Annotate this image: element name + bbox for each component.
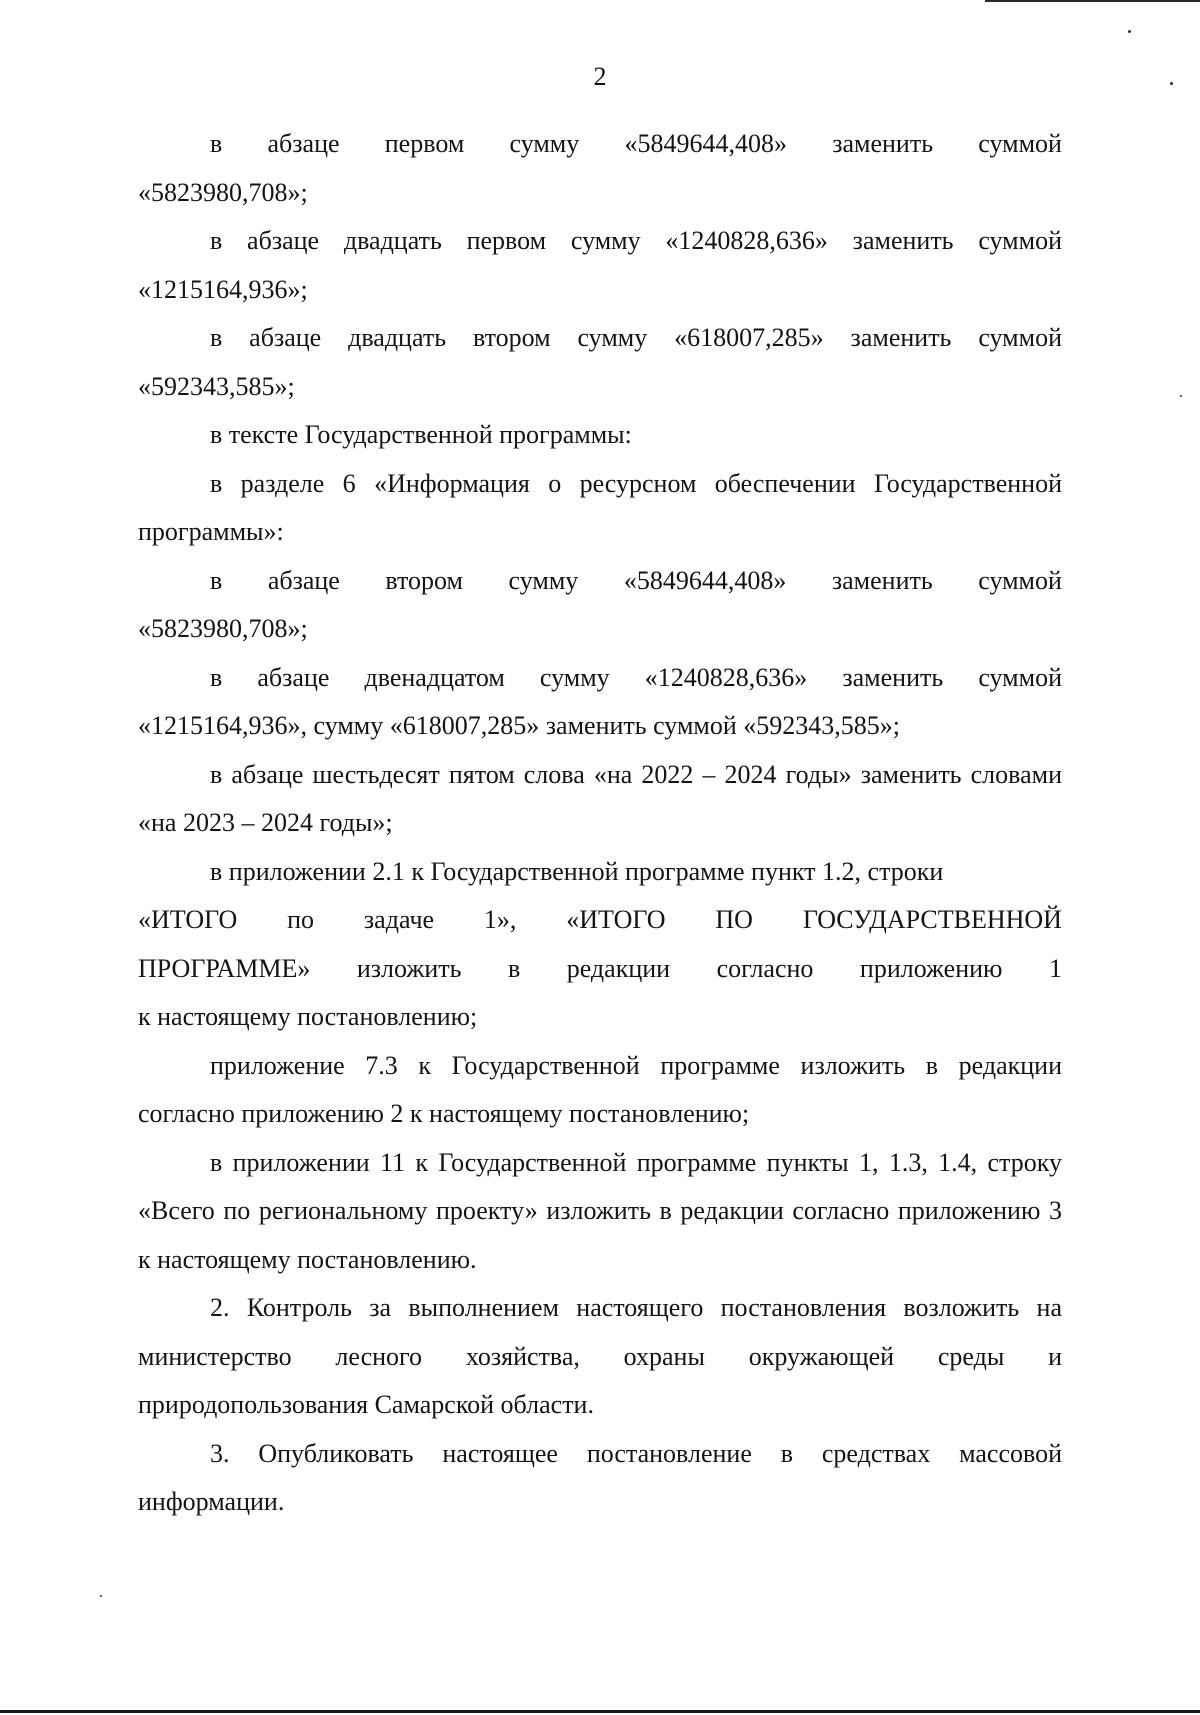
paragraph: в абзаце двенадцатом сумму «1240828,636» заменить суммой «1215164,936», сумму «618007,285» заменить суммой «592343,585»; — [138, 662, 1062, 740]
word: изложить — [356, 953, 462, 983]
paragraph — [138, 848, 1062, 1042]
scan-speck — [100, 1595, 102, 1597]
paragraph: в приложении 11 к Государственной программе пункты 1, 1.3, 1.4, строку «Всего по региональному проекту» изложить в редакции согласно приложению 3 к настоящему постановлению. — [138, 1147, 1062, 1274]
word: заменить — [832, 129, 934, 158]
paragraph-line — [138, 120, 1062, 169]
word: абзаце — [267, 129, 340, 158]
paragraph: 2. Контроль за выполнением настоящего постановления возложить на министерство лесного хозяйства, охраны окружающей среды и природопользования Самарской области. — [138, 1293, 1062, 1419]
scan-speck — [1128, 30, 1131, 33]
paragraph-line — [138, 848, 1062, 897]
word: «5849644,408» — [623, 565, 787, 595]
page-number: 2 — [593, 62, 607, 91]
word: «5823980,708»; — [138, 177, 308, 207]
word: втором — [385, 565, 463, 595]
scan-speck — [1180, 395, 1182, 397]
word: заменить — [831, 565, 933, 595]
paragraph: в абзаце шестьдесят пятом слова «на 2022 – 2024 годы» заменить словами «на 2023 – 2024 годы»; — [138, 759, 1062, 837]
paragraph-line — [138, 896, 1062, 945]
word: «ИТОГО — [566, 905, 666, 934]
paragraph: 3. Опубликовать настоящее постановление в средствах массовой информации. — [138, 1438, 1062, 1516]
paragraph: в абзаце двадцать втором сумму «618007,285» заменить суммой «592343,585»; — [138, 323, 1062, 401]
document-body — [138, 120, 1062, 1527]
paragraph: в тексте Государственной программы: — [210, 420, 632, 449]
word: суммой — [978, 129, 1062, 158]
scan-edge-top — [985, 0, 1200, 2]
paragraph-line — [138, 945, 1062, 994]
word: 1 — [1048, 953, 1062, 983]
word: редакции — [566, 953, 671, 983]
word: сумму — [508, 565, 579, 595]
word: в — [507, 953, 521, 983]
paragraph-line — [138, 557, 1062, 606]
word: суммой — [978, 565, 1062, 595]
paragraph: приложение 7.3 к Государственной программе изложить в редакции согласно приложению 2 к настоящему постановлению; — [138, 1050, 1062, 1128]
scan-edge-bottom — [0, 1710, 1200, 1713]
word: «ИТОГО — [138, 905, 238, 934]
word: «5849644,408» — [624, 129, 787, 158]
word: ГОСУДАРСТВЕННОЙ — [802, 905, 1062, 934]
word: ПО — [715, 905, 753, 934]
word: к настоящему постановлению; — [138, 1002, 478, 1031]
word: 1», — [483, 905, 517, 934]
paragraph-line — [138, 169, 1062, 218]
paragraph — [138, 557, 1062, 654]
word: в приложении 2.1 к Государственной программе пункт 1.2, строки — [210, 856, 944, 886]
paragraph-line — [138, 605, 1062, 654]
word: в — [210, 129, 223, 158]
word: в — [210, 565, 223, 595]
word: первом — [384, 129, 465, 158]
word: приложению — [859, 953, 1003, 983]
paragraph-line — [138, 993, 1062, 1042]
word: задаче — [363, 905, 435, 934]
paragraph: в абзаце двадцать первом сумму «1240828,636» заменить суммой «1215164,936»; — [138, 226, 1062, 304]
word: согласно — [716, 953, 814, 983]
paragraph: в разделе 6 «Информация о ресурсном обеспечении Государственной программы»: — [138, 468, 1062, 546]
word: по — [287, 905, 315, 934]
word: «5823980,708»; — [138, 614, 308, 643]
word: сумму — [509, 129, 580, 158]
word: абзаце — [267, 565, 340, 595]
paragraph — [138, 120, 1062, 217]
word: ПРОГРАММЕ» — [138, 953, 311, 983]
